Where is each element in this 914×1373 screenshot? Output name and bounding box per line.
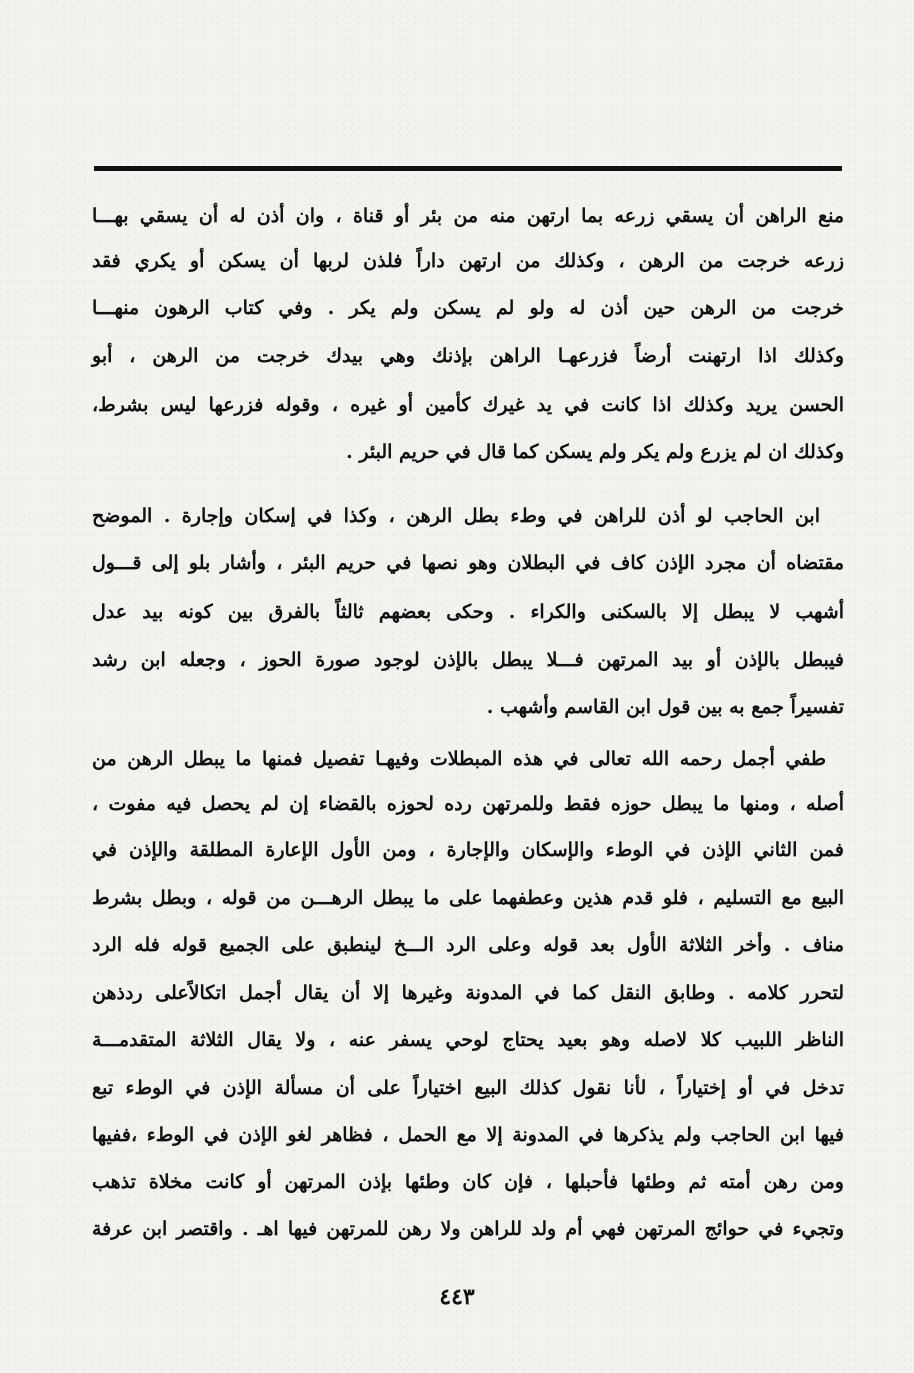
text-line: البيع مع التسليم ، فلو قدم هذين وعطفهما على ما يبطل الرهـــن من قوله ، وبطل بشرط — [92, 887, 844, 909]
text-line: تفسيراً جمع به بين قول ابن القاسم وأشهب . — [486, 696, 844, 718]
page-number: ٤٤٣ — [439, 1284, 475, 1310]
text-line: خرجت من الرهن حين أذن له ولو لم يسكن ولم يكر . وفي كتاب الرهون منهـــا — [92, 297, 844, 319]
text-line: وتجيء في حوائج المرتهن فهي أم ولد للراهن ولا رهن للمرتهن فيها اهـ . واقتصر ابن عرفة — [92, 1218, 844, 1240]
text-line: أصله ، ومنها ما يبطل حوزه فقط وللمرتهن رده لحوزه بالقضاء إن لم يحصل فيه مفوت ، — [92, 793, 844, 815]
text-line: مقتضاه أن مجرد الإذن كاف في البطلان وهو نصها في حريم البئر ، وأشار بلو إلى قـــول — [92, 552, 844, 574]
text-line: فيها ابن الحاجب ولم يذكرها في المدونة إلا مع الحمل ، فظاهر لغو الإذن في الوطء ،ففيها — [92, 1124, 844, 1146]
text-line: منع الراهن أن يسقي زرعه بما ارتهن منه من بئر أو قناة ، وان أذن له أن يسقي بهـــا — [92, 205, 844, 227]
text-line: طفي أجمل رحمه الله تعالى في هذه المبطلات وفيهـا تفصيل فمنها ما يبطل الرهن من — [92, 748, 826, 770]
text-line: وكذلك ان لم يزرع ولم يكر ولم يسكن كما قال في حريم البئر . — [346, 441, 844, 463]
text-line: لتحرر كلامه . وطابق النقل كما في المدونة وغيرها إلا أن يقال أجمل اتكالاًعلى ردذهن — [92, 982, 844, 1004]
text-line: الناظر اللبيب كلا لاصله وهو بعيد يحتاج لوحي يسفر عنه ، ولا يقال الثلاثة المتقدمـــة — [92, 1029, 844, 1051]
text-line: ومن رهن أمته ثم وطئها فأحبلها ، فإن كان وطئها بإذن المرتهن أو كانت مخلاة تذهب — [92, 1171, 844, 1193]
text-line: وكذلك اذا ارتهنت أرضاً فزرعهـا الراهن بإذنك وهي بيدك خرجت من الرهن ، أبو — [92, 345, 844, 367]
text-line: أشهب لا يبطل إلا بالسكنى والكراء . وحكى بعضهم ثالثاً بالفرق بين كونه بيد عدل — [92, 601, 844, 623]
text-line: مناف . وأخر الثلاثة الأول بعد قوله وعلى الرد الـــخ لينطبق على الجميع قوله فله الرد — [92, 934, 844, 956]
text-line: الحسن يريد وكذلك اذا كانت في يد غيرك كأمين أو غيره ، وقوله فزرعها ليس بشرط، — [92, 394, 844, 416]
text-line: ابن الحاجب لو أذن للراهن في وطء بطل الرهن ، وكذا في إسكان وإجارة . الموضح — [92, 505, 820, 527]
header-rule — [94, 166, 842, 171]
text-line: فيبطل بالإذن أو بيد المرتهن فـــلا يبطل بالإذن لوجود صورة الحوز ، وجعله ابن رشد — [92, 649, 844, 671]
text-line: تدخل في أو إختياراً ، لأنا نقول كذلك البيع اختياراً على أن مسألة الإذن في الوطء تبع — [92, 1077, 844, 1099]
text-line: فمن الثاني الإذن في الوطء والإسكان والإجارة ، ومن الأول الإعارة المطلقة والإذن في — [92, 839, 844, 861]
text-line: زرعه خرجت من الرهن ، وكذلك من ارتهن داراً فلذن لربها أن يسكن أو يكري فقد — [92, 250, 844, 272]
